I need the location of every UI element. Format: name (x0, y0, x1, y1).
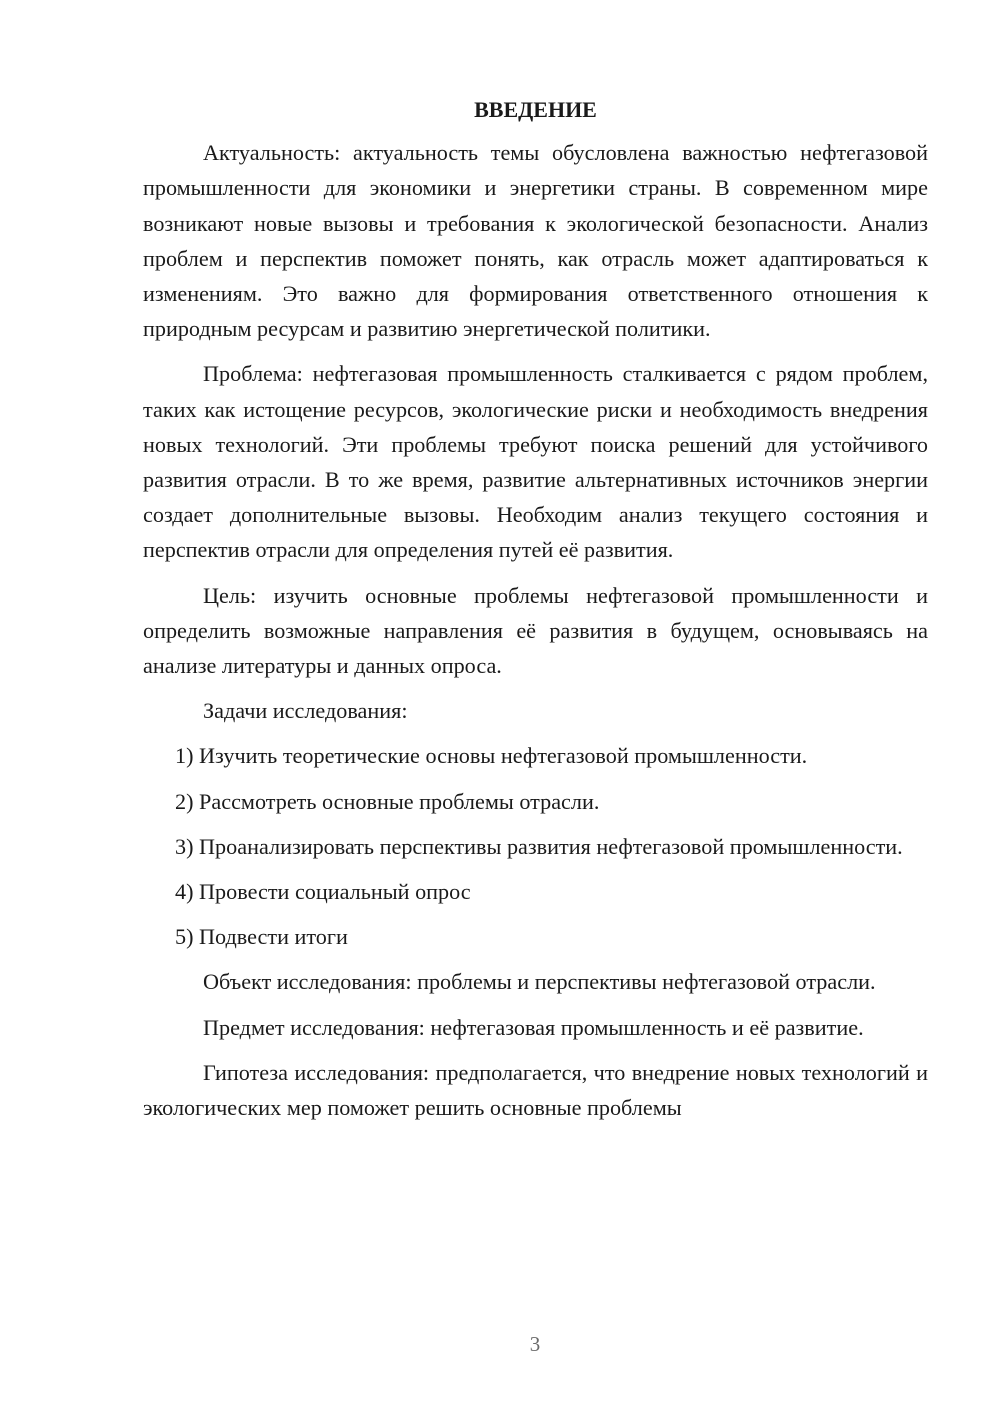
task-item: 5) Подвести итоги (175, 924, 348, 950)
paragraph-goal: Цель: изучить основные проблемы нефтегазовой промышленности и определить возможные направления её развития в будущем, основываясь на анализе литературы и данных опроса. (143, 582, 928, 679)
task-item: 4) Провести социальный опрос (175, 879, 471, 905)
paragraph-tasks-heading: Задачи исследования: (203, 698, 408, 724)
document-body (143, 92, 928, 1135)
paragraph-relevance: Актуальность: актуальность темы обусловлена важностью нефтегазовой промышленности для экономики и энергетики страны. В современном мире возникают новые вызовы и требования к экологической безопасности. Анализ проблем и перспектив поможет понять, как отрасль может адаптироваться к изменениям. Это важно для формирования ответственного отношения к природным ресурсам и развитию энергетической политики. (143, 140, 928, 342)
paragraph-hypothesis: Гипотеза исследования: предполагается, что внедрение новых технологий и экологических мер поможет решить основные проблемы (143, 1059, 928, 1121)
task-item: 2) Рассмотреть основные проблемы отрасли. (175, 788, 600, 814)
paragraph-object: Объект исследования: проблемы и перспективы нефтегазовой отрасли. (203, 969, 876, 995)
task-item: 3) Проанализировать перспективы развития нефтегазовой промышленности. (175, 833, 903, 859)
task-item: 1) Изучить теоретические основы нефтегазовой промышленности. (175, 743, 808, 769)
paragraph-problem: Проблема: нефтегазовая промышленность сталкивается с рядом проблем, таких как истощение ресурсов, экологические риски и необходимость внедрения новых технологий. Эти проблемы требуют поиска решений для устойчивого развития отрасли. В то же время, развитие альтернативных источников энергии создает дополнительные вызовы. Необходим анализ текущего состояния и перспектив отрасли для определения путей её развития. (143, 361, 928, 563)
page-number: 3 (529, 1332, 541, 1356)
paragraph-subject: Предмет исследования: нефтегазовая промышленность и её развитие. (203, 1014, 864, 1040)
section-heading: ВВЕДЕНИЕ (474, 97, 597, 122)
